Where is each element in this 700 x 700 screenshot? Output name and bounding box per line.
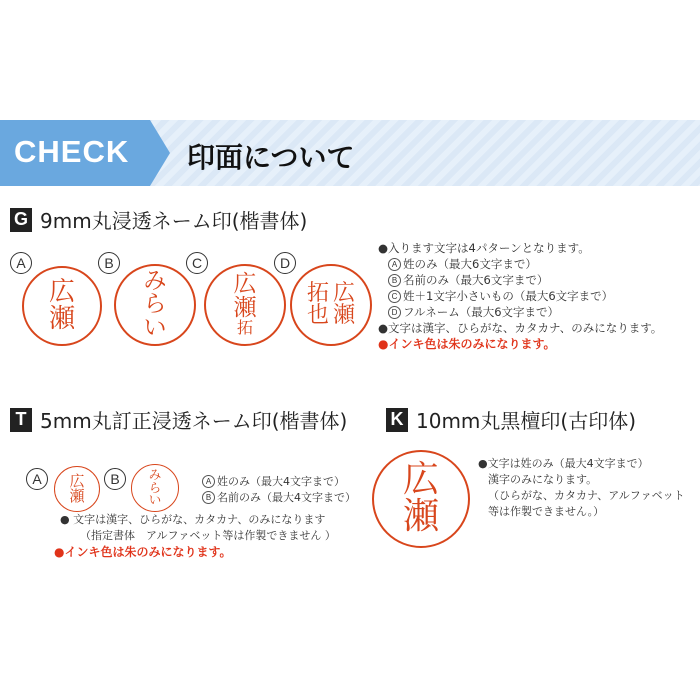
note-line: ●文字は姓のみ（最大4文字まで） xyxy=(478,457,649,470)
stamp-char: ら xyxy=(148,479,162,495)
note-line-a xyxy=(378,256,662,272)
note-line: ●入ります文字は4パターンとなります。 xyxy=(378,241,590,255)
stamp-char: 拓 xyxy=(306,280,329,306)
label-t-b: B xyxy=(104,468,126,490)
stamp-g-a xyxy=(22,266,102,346)
check-tab-arrow xyxy=(150,120,170,186)
section-k-letter: K xyxy=(386,408,408,432)
ink-note: ●インキ色は朱のみになります。 xyxy=(378,337,556,351)
mini-letter: D xyxy=(388,306,401,319)
label-g-c: C xyxy=(186,252,208,274)
stamp-char: 也 xyxy=(306,303,329,328)
section-t-letter: T xyxy=(10,408,32,432)
section-t-title: 5mm丸訂正浸透ネーム印(楷書体) xyxy=(40,409,348,433)
note-text: 姓のみ（最大4文字まで） xyxy=(217,475,345,488)
mini-letter: B xyxy=(388,274,401,287)
label-g-b: B xyxy=(98,252,120,274)
section-g-letter: G xyxy=(10,208,32,232)
stamp-char: 瀬 xyxy=(48,304,75,334)
note-line-c xyxy=(378,288,662,304)
stamp-t-b xyxy=(131,464,179,512)
stamp-char: 瀬 xyxy=(233,294,257,321)
note-text: 名前のみ（最大6文字まで） xyxy=(403,273,549,287)
section-t-notes xyxy=(54,512,336,560)
banner-title: 印面について xyxy=(187,141,355,174)
stamp-char: 瀬 xyxy=(69,487,85,505)
note-line: ● 文字は漢字、ひらがな、カタカナ、のみになります xyxy=(60,513,326,526)
note-line-a xyxy=(202,474,356,490)
note-line: （指定書体 アルファベット等は作製できません ） xyxy=(80,529,336,542)
note-text: 姓のみ（最大6文字まで） xyxy=(403,257,537,271)
section-g-title: 9mm丸浸透ネーム印(楷書体) xyxy=(40,209,308,233)
mini-letter: B xyxy=(202,491,215,504)
stamp-char: 広 xyxy=(333,280,356,306)
label-g-a: A xyxy=(10,252,32,274)
section-k-header xyxy=(386,405,636,434)
note-text: 名前のみ（最大4文字まで） xyxy=(217,491,356,504)
section-t-header xyxy=(10,405,347,434)
stamp-char: 広 xyxy=(69,471,85,490)
note-line-d xyxy=(378,304,662,320)
stamp-g-c xyxy=(204,264,286,346)
section-t-sub-notes xyxy=(202,474,356,506)
stamp-char: 広 xyxy=(402,459,439,501)
stamp-char: 瀬 xyxy=(333,303,356,328)
stamp-char: 瀬 xyxy=(402,496,439,537)
stamp-t-a xyxy=(54,466,100,512)
stamp-char: み xyxy=(148,466,162,482)
mini-letter: A xyxy=(202,475,215,488)
label-t-a: A xyxy=(26,468,48,490)
note-text: 姓＋1文字小さいもの（最大6文字まで） xyxy=(403,289,614,303)
stamp-k xyxy=(372,450,470,548)
mini-letter: C xyxy=(388,290,401,303)
stamp-char: 拓 xyxy=(236,318,253,338)
section-k-title: 10mm丸黒檀印(古印体) xyxy=(416,409,637,433)
note-line: 等は作製できません。） xyxy=(488,505,605,518)
stamp-char: み xyxy=(143,267,167,294)
note-text: フルネーム（最大6文字まで） xyxy=(403,305,560,319)
note-line: （ひらがな、カタカナ、アルファベット xyxy=(488,489,685,502)
ink-note: ●インキ色は朱のみになります。 xyxy=(54,545,232,559)
stamp-g-d xyxy=(290,264,372,346)
stamp-char: 広 xyxy=(48,277,75,308)
note-line: ●文字は漢字、ひらがな、カタカナ、のみになります。 xyxy=(378,321,663,335)
stamp-char: 広 xyxy=(233,271,257,298)
stamp-char: ら xyxy=(143,291,167,318)
section-g-notes xyxy=(378,240,662,352)
mini-letter: A xyxy=(388,258,401,271)
check-label: CHECK xyxy=(14,134,130,169)
stamp-char: い xyxy=(143,314,167,341)
note-line-b xyxy=(378,272,662,288)
label-g-d: D xyxy=(274,252,296,274)
section-k-notes xyxy=(478,456,685,520)
note-line-b xyxy=(202,490,356,506)
stamp-char: い xyxy=(148,492,162,508)
stamp-g-b xyxy=(114,264,196,346)
section-g-header xyxy=(10,205,307,234)
note-line: 漢字のみになります。 xyxy=(488,473,598,486)
